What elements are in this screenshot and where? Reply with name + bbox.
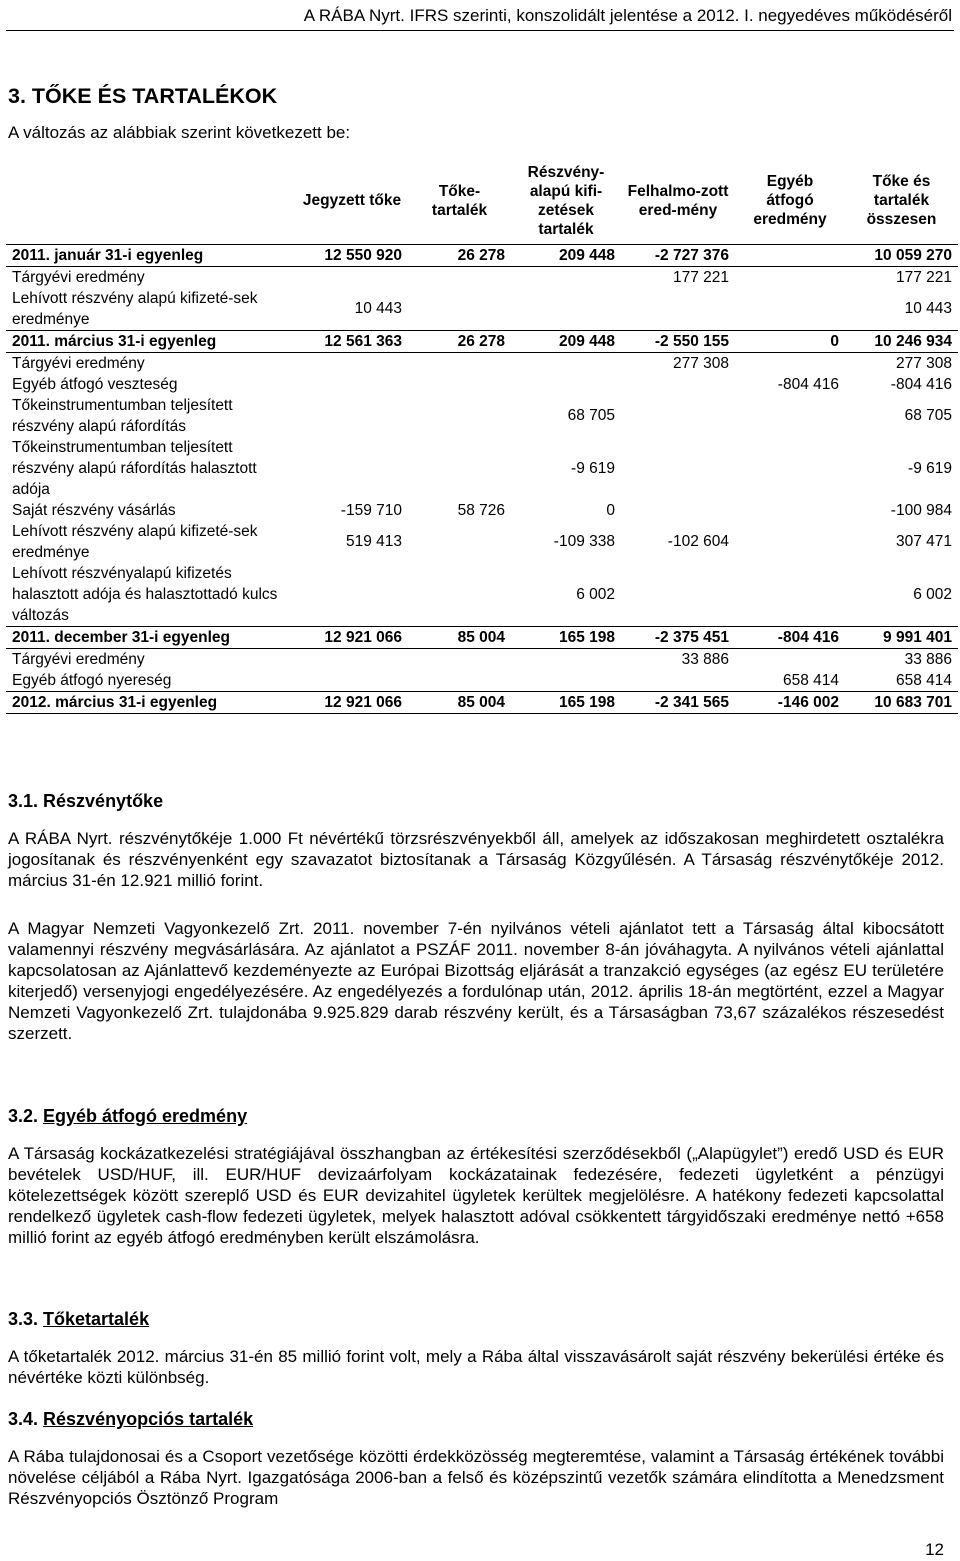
row-value: -9 619 (908, 459, 952, 477)
row-value (296, 395, 408, 437)
subsection-number: 3.4. (8, 1409, 44, 1429)
row-value: 58 726 (457, 501, 505, 519)
table-row (6, 244, 958, 266)
row-value: 12 921 066 (296, 691, 408, 713)
document-header: A RÁBA Nyrt. IFRS szerinti, konszolidált jelentése a 2012. I. negyedéves működéséről (303, 6, 952, 25)
table-row (6, 330, 958, 352)
table-row (6, 691, 958, 713)
row-label: Lehívott részvényalapú kifizetés halasztott adója és halasztottadó kulcs változás (12, 564, 278, 624)
row-value: -9 619 (571, 459, 615, 477)
row-value: -102 604 (667, 533, 729, 550)
row-value: 0 (735, 330, 845, 352)
row-value: 12 561 363 (296, 330, 408, 352)
row-value: 10 443 (904, 300, 952, 317)
row-value: -100 984 (890, 501, 952, 519)
subsection-title-3-1: 3.1. Részvénytőke (8, 791, 164, 811)
row-value: 33 886 (904, 650, 952, 668)
column-header-label (6, 158, 296, 244)
row-value (408, 395, 511, 437)
row-value (735, 500, 845, 521)
subsection-title-3-4 (8, 1409, 253, 1430)
row-value (408, 521, 511, 563)
row-value: 165 198 (511, 626, 621, 648)
row-value (735, 352, 845, 374)
table-row (6, 266, 958, 288)
row-value: -146 002 (735, 691, 845, 713)
row-value: 277 308 (672, 354, 729, 372)
row-value: 10 246 934 (845, 330, 958, 352)
row-value (408, 670, 511, 692)
row-label: Lehívott részvény alapú kifizeté-sek eredménye (12, 522, 258, 561)
row-value: 85 004 (408, 626, 511, 648)
paragraph-3-3: A tőketartalék 2012. március 31-én 85 millió forint volt, mely a Rába által visszavásárolt saját részvény bekerülési értéke és névértéke közti különbség. (8, 1347, 944, 1387)
row-value: 10 443 (354, 300, 402, 317)
row-value (296, 670, 408, 692)
row-value: 85 004 (408, 691, 511, 713)
row-value (735, 648, 845, 670)
row-label: 2011. március 31-i egyenleg (6, 330, 296, 352)
row-value: -2 341 565 (621, 691, 735, 713)
table-row (6, 374, 958, 395)
row-value (296, 352, 408, 374)
subsection-name: Részvényopciós tartalék (43, 1409, 254, 1429)
row-value (735, 266, 845, 288)
row-value: 9 991 401 (845, 626, 958, 648)
row-value (735, 521, 845, 563)
row-label: Egyéb átfogó nyereség (12, 671, 172, 689)
row-label: 2011. január 31-i egyenleg (6, 244, 296, 266)
row-value (735, 395, 845, 437)
row-value (511, 670, 621, 692)
row-value (296, 374, 408, 395)
column-header: Felhalmo-zott ered-mény (627, 182, 729, 219)
subsection-name: Egyéb átfogó eredmény (43, 1106, 248, 1126)
row-value: 68 705 (904, 407, 952, 424)
row-value (296, 437, 408, 500)
table-row (6, 395, 958, 437)
row-value (621, 288, 735, 331)
row-value: -109 338 (553, 533, 615, 550)
row-value: 658 414 (895, 671, 952, 689)
table-row (6, 437, 958, 500)
row-value (621, 374, 735, 395)
subsection-title-3-2 (8, 1106, 247, 1127)
row-value: 68 705 (567, 407, 615, 424)
table-row (6, 288, 958, 331)
row-value (408, 288, 511, 331)
row-value: 658 414 (782, 671, 839, 689)
table-row (6, 648, 958, 670)
subsection-title-3-3 (8, 1309, 149, 1330)
row-value (621, 437, 735, 500)
table-row (6, 500, 958, 521)
section-intro: A változás az alábbiak szerint következett be: (8, 123, 351, 142)
row-value (621, 395, 735, 437)
row-value (511, 374, 621, 395)
row-value: 307 471 (895, 533, 952, 550)
row-value (408, 563, 511, 627)
paragraph-3-2: A Társaság kockázatkezelési stratégiájával összhangban az értékesítési szerződésekből („Alapügylet”) eredő USD és EUR bevételek USD/HUF, ill. EUR/HUF devizaárfolyam kockázatainak fedezésére, fedezeti ügyletként a pénzügyi kötelezettségek között szereplő USD és EUR devizahitel ügyletek kerültek megjelölésre. A hatékony fedezeti kapcsolattal rendelkező ügyletek cash-flow fedezeti ügyletek, melyek halasztott adóval csökkentett tárgyidőszaki eredménye nettó +658 millió forint az egyéb átfogó eredményben került elszámolásra. (8, 1144, 944, 1247)
row-value (621, 670, 735, 692)
section-title: 3. TŐKE ÉS TARTALÉKOK (8, 84, 278, 108)
equity-changes-table (6, 158, 958, 714)
row-value: -2 727 376 (621, 244, 735, 266)
row-label: Lehívott részvény alapú kifizeté-sek eredménye (12, 289, 258, 328)
row-value (408, 648, 511, 670)
row-value: 0 (606, 501, 615, 519)
row-label: Saját részvény vásárlás (12, 501, 176, 519)
row-value (735, 437, 845, 500)
column-header: Egyéb átfogó eredmény (753, 173, 827, 229)
table-row (6, 563, 958, 627)
row-label: Tőkeinstrumentumban teljesített részvény alapú ráfordítás (12, 396, 233, 435)
row-value: 209 448 (511, 244, 621, 266)
row-value: 6 002 (913, 585, 952, 603)
row-label: Tárgyévi eredmény (12, 650, 145, 668)
table-row (6, 670, 958, 692)
table-row (6, 521, 958, 563)
row-label: 2012. március 31-i egyenleg (6, 691, 296, 713)
paragraph-3-4: A Rába tulajdonosai és a Csoport vezetősége közötti érdekközösség megteremtése, valamint a Társaság értékének további növelése céljából a Rába Nyrt. Igazgatósága 2006-ban a felső és középszintű vezetők számára elindította a Menedzsment Részvényopciós Ösztönző Program (8, 1447, 944, 1508)
row-value: -159 710 (340, 501, 402, 519)
row-value: 165 198 (511, 691, 621, 713)
row-value: -804 416 (777, 375, 839, 393)
row-label: Tárgyévi eredmény (12, 354, 145, 372)
row-value: -804 416 (735, 626, 845, 648)
row-value: 12 921 066 (296, 626, 408, 648)
row-value (511, 352, 621, 374)
column-header: Jegyzett tőke (302, 192, 402, 210)
row-value: -2 375 451 (621, 626, 735, 648)
column-header: Részvény-alapú kifi-zetések tartalék (527, 163, 605, 238)
row-value: 519 413 (345, 533, 402, 550)
row-value: 12 550 920 (296, 244, 408, 266)
row-value (408, 266, 511, 288)
row-label: 2011. december 31-i egyenleg (6, 626, 296, 648)
row-value (735, 288, 845, 331)
row-value: 26 278 (408, 330, 511, 352)
subsection-number: 3.3. (8, 1309, 44, 1329)
row-value: 33 886 (681, 650, 729, 668)
subsection-number: 3.2. (8, 1106, 44, 1126)
row-value: -804 416 (890, 375, 952, 393)
column-header: Tőke és tartalék összesen (866, 173, 937, 229)
row-value: -2 550 155 (621, 330, 735, 352)
column-header: Tőke-tartalék (431, 182, 488, 219)
table-row (6, 352, 958, 374)
paragraph-3-1b: A Magyar Nemzeti Vagyonkezelő Zrt. 2011. november 7-én nyilvános vételi ajánlatot tett a Társaság által kibocsátott valamennyi részvény megvásárlására. Az ajánlatot a PSZÁF 2011. november 8-án jóváhagyta. A nyilvános vételi ajánlattal kapcsolatosan az Ajánlattevő kezdeményezte az Európai Bizottság eljárását a tranzakció egységes (az egész EU területére kiterjedő) versenyjogi engedélyezésére. Az engedélyezés a fordulónap után, 2012. április 18-án megtörtént, ezzel a Magyar Nemzeti Vagyonkezelő Zrt. tulajdonába 9.925.829 darab részvény került, és a Társaságban 73,67 százalékos részesedést szerzett. (8, 919, 944, 1043)
row-value: 177 221 (895, 268, 952, 286)
row-value (296, 563, 408, 627)
row-value: 177 221 (672, 268, 729, 286)
row-value (735, 244, 845, 266)
page-number: 12 (925, 1540, 944, 1559)
subsection-name: Tőketartalék (43, 1309, 150, 1329)
row-value (621, 500, 735, 521)
row-value (511, 288, 621, 331)
row-value (408, 437, 511, 500)
row-value: 209 448 (511, 330, 621, 352)
table-row (6, 626, 958, 648)
row-label: Tőkeinstrumentumban teljesített részvény alapú ráfordítás halasztott adója (12, 438, 257, 498)
row-value (735, 563, 845, 627)
row-value: 10 683 701 (845, 691, 958, 713)
paragraph-3-1a: A RÁBA Nyrt. részvénytőkéje 1.000 Ft névértékű törzsrészvényekből áll, amelyek az időszakosan meghirdetett osztalékra jogosítanak és részvényenként egy szavazatot biztosítanak a Társaság Közgyűlésén. A Társaság részvénytőkéje 2012. március 31-én 12.921 millió forint. (8, 829, 944, 890)
row-value (296, 648, 408, 670)
row-label: Egyéb átfogó veszteség (12, 375, 178, 393)
row-value (511, 648, 621, 670)
row-label: Tárgyévi eredmény (12, 268, 145, 286)
row-value (296, 266, 408, 288)
row-value (408, 352, 511, 374)
header-divider (6, 30, 954, 31)
row-value: 6 002 (576, 585, 615, 603)
row-value: 277 308 (895, 354, 952, 372)
row-value (621, 563, 735, 627)
row-value (408, 374, 511, 395)
row-value: 10 059 270 (845, 244, 958, 266)
row-value (511, 266, 621, 288)
row-value: 26 278 (408, 244, 511, 266)
